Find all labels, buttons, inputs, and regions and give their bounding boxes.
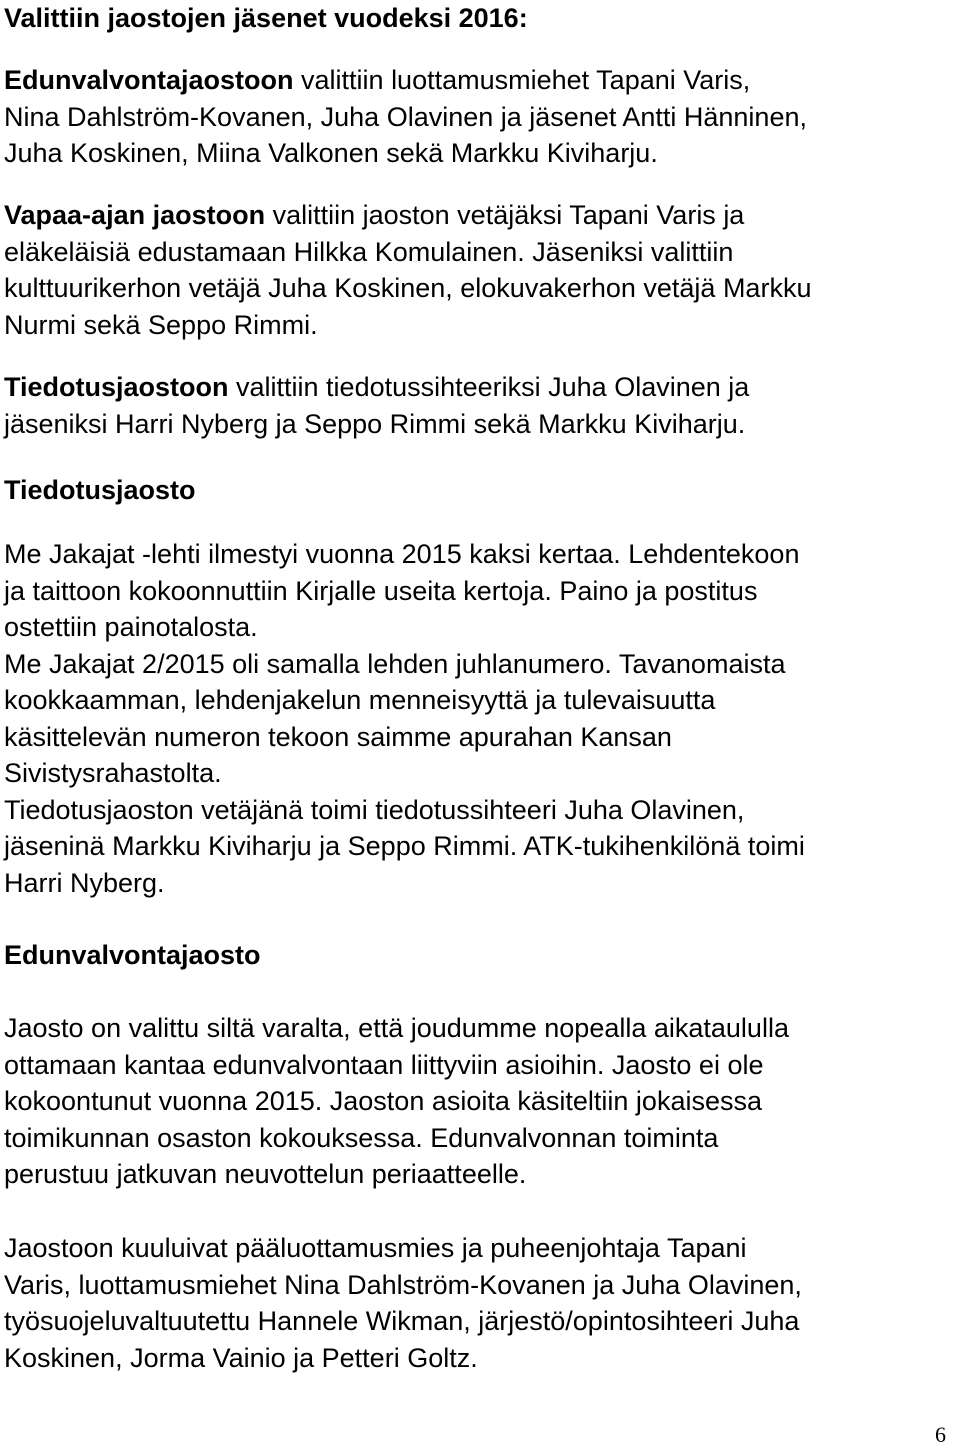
paragraph-line: jäseniksi Harri Nyberg ja Seppo Rimmi sekä Markku Kiviharju. (4, 408, 746, 439)
body-line: Sivistysrahastolta. (4, 758, 222, 788)
paragraph-line: Nurmi sekä Seppo Rimmi. (4, 309, 318, 340)
paragraph-line: Nina Dahlström-Kovanen, Juha Olavinen ja jäsenet Antti Hänninen, (4, 101, 807, 132)
body-line: kookkaamman, lehdenjakelun menneisyyttä ja tulevaisuutta (4, 685, 716, 715)
paragraph-vapaa-ajan-jaostoon (4, 197, 954, 343)
body-line: jäseninä Markku Kiviharju ja Seppo Rimmi. ATK-tukihenkilönä toimi (4, 831, 805, 861)
body-line: Jaosto on valittu siltä varalta, että joudumme nopealla aikataululla (4, 1013, 789, 1043)
paragraph-edunvalvontajaostoon (4, 62, 954, 172)
body-line: ottamaan kantaa edunvalvontaan liittyviin asioihin. Jaosto ei ole (4, 1049, 764, 1080)
body-line: Jaostoon kuuluivat pääluottamusmies ja puheenjohtaja Tapani (4, 1233, 747, 1263)
paragraph-text: valittiin luottamusmiehet Tapani Varis, (293, 65, 751, 95)
body-line: Me Jakajat -lehti ilmestyi vuonna 2015 kaksi kertaa. Lehdentekoon (4, 539, 800, 569)
paragraph-lead: Tiedotusjaostoon (4, 372, 229, 402)
body-line: kokoontunut vuonna 2015. Jaoston asioita käsiteltiin jokaisessa (4, 1086, 762, 1116)
tiedotusjaosto-body (4, 536, 954, 901)
body-line: Harri Nyberg. (4, 867, 165, 898)
body-line: ostettiin painotalosta. (4, 612, 258, 642)
paragraph-line: Juha Koskinen, Miina Valkonen sekä Markku Kiviharju. (4, 138, 658, 168)
edunvalvontajaosto-paragraph-2 (4, 1230, 954, 1376)
paragraph-text: valittiin jaoston vetäjäksi Tapani Varis ja (265, 200, 745, 230)
paragraph-tiedotusjaostoon (4, 369, 954, 442)
section-title: Valittiin jaostojen jäsenet vuodeksi 2016: (4, 3, 528, 33)
page-number: 6 (935, 1422, 946, 1447)
edunvalvontajaosto-paragraph-1 (4, 1010, 954, 1193)
paragraph-lead: Edunvalvontajaostoon (4, 65, 294, 95)
body-line: Tiedotusjaoston vetäjänä toimi tiedotussihteeri Juha Olavinen, (4, 794, 745, 825)
body-line: käsittelevän numeron tekoon saimme apurahan Kansan (4, 721, 672, 752)
heading-tiedotusjaosto: Tiedotusjaosto (4, 475, 196, 505)
body-line: toimikunnan osaston kokouksessa. Edunvalvonnan toiminta (4, 1122, 719, 1153)
paragraph-line: eläkeläisiä edustamaan Hilkka Komulainen. Jäseniksi valittiin (4, 236, 734, 267)
heading-edunvalvontajaosto: Edunvalvontajaosto (4, 940, 261, 970)
body-line: työsuojeluvaltuutettu Hannele Wikman, järjestö/opintosihteeri Juha (4, 1306, 800, 1336)
body-line: Me Jakajat 2/2015 oli samalla lehden juhlanumero. Tavanomaista (4, 648, 786, 679)
body-line: Koskinen, Jorma Vainio ja Petteri Goltz. (4, 1342, 478, 1373)
body-line: perustuu jatkuvan neuvottelun periaatteelle. (4, 1159, 527, 1189)
body-line: ja taittoon kokoonnuttiin Kirjalle useita kertoja. Paino ja postitus (4, 575, 758, 606)
paragraph-text: valittiin tiedotussihteeriksi Juha Olavinen ja (228, 372, 750, 402)
paragraph-line: kulttuurikerhon vetäjä Juha Koskinen, elokuvakerhon vetäjä Markku (4, 273, 812, 303)
body-line: Varis, luottamusmiehet Nina Dahlström-Kovanen ja Juha Olavinen, (4, 1269, 802, 1300)
paragraph-lead: Vapaa-ajan jaostoon (4, 200, 266, 230)
